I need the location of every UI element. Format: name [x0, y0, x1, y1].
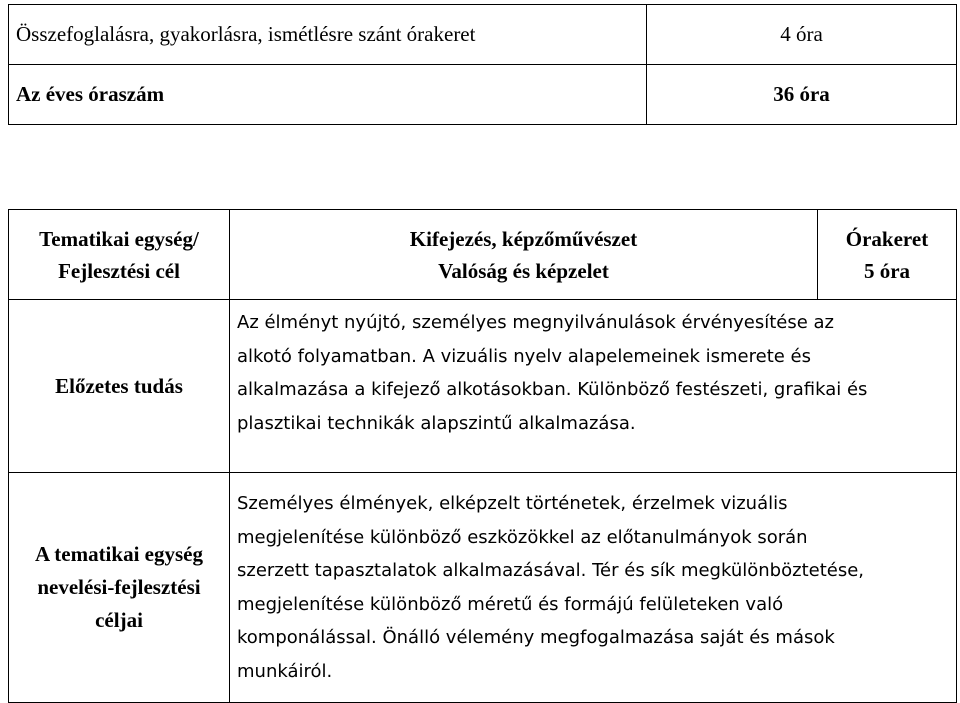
table-row: [9, 65, 957, 125]
goals-label-line: céljai: [95, 608, 143, 632]
summary-label-cell: Összefoglalásra, gyakorlásra, ismétlésre szánt órakeret: [9, 5, 647, 65]
text-line: Személyes élmények, elképzelt történetek, érzelmek vizuális: [237, 493, 788, 514]
summary-table: [8, 4, 957, 125]
hours-label: Órakeret: [845, 226, 929, 251]
prior-knowledge-label: Előzetes tudás: [9, 300, 230, 473]
unit-header-line: Tematikai egység/: [39, 226, 199, 251]
text-line: komponálással. Önálló vélemény megfogalmazása saját és mások: [237, 627, 835, 648]
text-line: alkalmazása a kifejező alkotásokban. Különböző festészeti, grafikai és: [237, 379, 868, 400]
goals-label-line: nevelési-fejlesztési: [37, 575, 201, 599]
unit-title-line: Kifejezés, képzőművészet: [409, 226, 638, 251]
unit-title-cell: [230, 210, 818, 300]
text-line: Az élményt nyújtó, személyes megnyilvánulások érvényesítése az: [237, 312, 834, 333]
goals-text: [230, 473, 957, 703]
table-row: [9, 473, 957, 703]
table-row: [9, 5, 957, 65]
hours-value: 5 óra: [863, 258, 911, 283]
text-line: megjelenítése különböző eszközökkel az előtanulmányok során: [237, 526, 808, 548]
text-line: megjelenítése különböző méretű és formájú felületeken való: [237, 593, 784, 615]
text-line: munkáiról.: [237, 660, 333, 682]
unit-header-line: Fejlesztési cél: [58, 258, 180, 283]
text-line: plasztikai technikák alapszintű alkalmazása.: [237, 412, 636, 434]
prior-knowledge-text: [230, 300, 957, 473]
text-line: szerzett tapasztalatok alkalmazásával. Tér és sík megkülönböztetése,: [237, 560, 865, 581]
goals-label-line: A tematikai egység: [35, 542, 203, 566]
unit-header-cell: [9, 210, 230, 300]
table-row: [9, 210, 957, 300]
summary-value-cell: 4 óra: [647, 5, 957, 65]
annual-hours-value: 36 óra: [647, 65, 957, 125]
unit-table: [8, 209, 957, 703]
annual-hours-label: Az éves óraszám: [9, 65, 647, 125]
hours-cell: [818, 210, 957, 300]
unit-title-line: Valóság és képzelet: [438, 258, 609, 283]
table-row: [9, 300, 957, 473]
goals-label: [9, 473, 230, 703]
text-line: alkotó folyamatban. A vizuális nyelv alapelemeinek ismerete és: [237, 345, 812, 367]
